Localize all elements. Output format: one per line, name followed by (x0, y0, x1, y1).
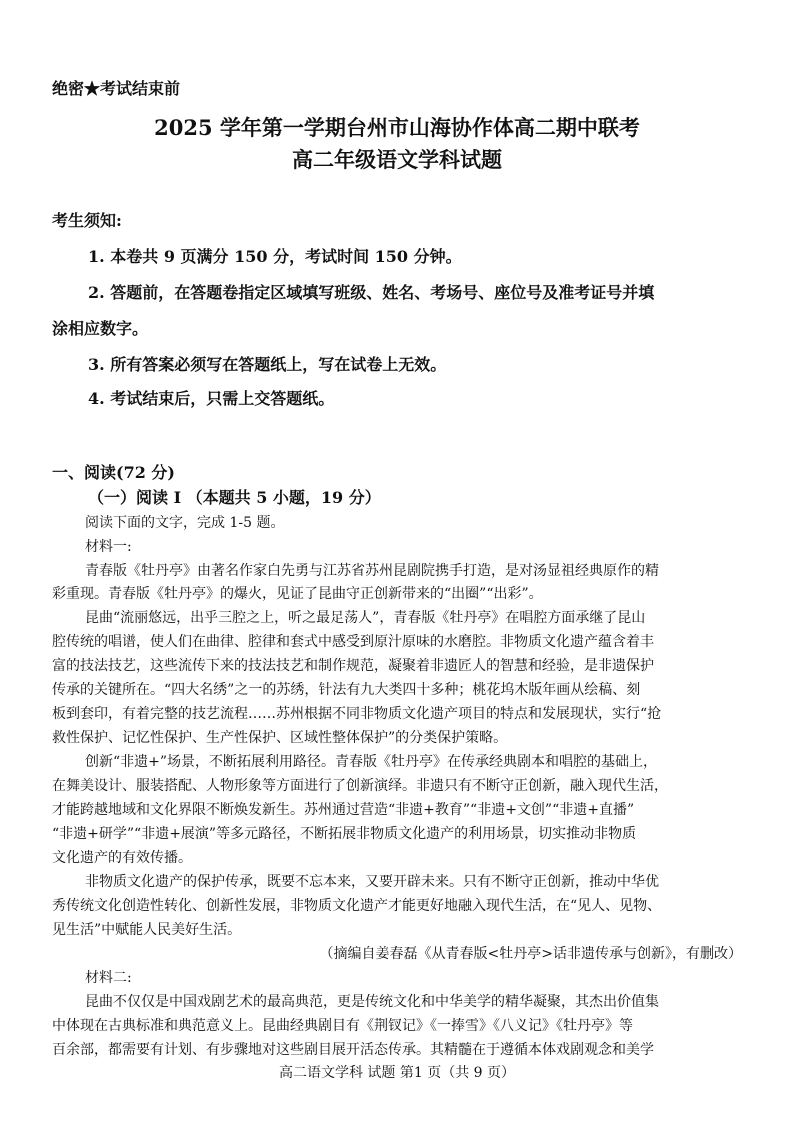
passage-line: 百余部，都需要有计划、有步骤地对这些剧目展开活态传承。其精髓在于遵循本体戏剧观念和美学 (52, 1042, 654, 1058)
passage-line: 昆曲“流丽悠远，出乎三腔之上，听之最足荡人”，青春版《牡丹亭》在唱腔方面承继了昆山 (85, 610, 646, 626)
notice-item-2-line-2: 涂相应数字。 (52, 319, 149, 338)
material-1-label: 材料一: (85, 539, 132, 555)
passage-line: “非遗+研学”“非遗+展演”等多元路径，不断拓展非物质文化遗产的利用场景，切实推动非物质 (52, 826, 637, 842)
passage-line: 腔传统的唱谱，使人们在曲律、腔律和套式中感受到原汁原味的水磨腔。非物质文化遗产蕴含着丰 (52, 634, 654, 650)
passage-source: （摘编自姜春磊《从青春版<牡丹亭>话非遗传承与创新》，有删改） (319, 946, 742, 962)
passage-line: 在舞美设计、服装搭配、人物形象等方面进行了创新演绎。非遗只有不断守正创新，融入现代生活， (52, 778, 668, 794)
confidential-label: 绝密★考试结束前 (52, 79, 181, 98)
passage-line: 文化遗产的有效传播。 (52, 850, 192, 866)
passage-line: 秀传统文化创造性转化、创新性发展，非物质文化遗产才能更好地融入现代生活，在“见人、见物、 (52, 898, 662, 914)
passage-line: 创新“非遗+”场景，不断拓展利用路径。青春版《牡丹亭》在传承经典剧本和唱腔的基础上， (85, 754, 658, 770)
notice-heading: 考生须知: (52, 211, 122, 230)
material-2-label: 材料二: (85, 970, 132, 986)
notice-item-3: 3. 所有答案必须写在答题纸上，写在试卷上无效。 (88, 355, 447, 374)
passage-line: 救性保护、记忆性保护、生产性保护、区域性整体保护”的分类保护策略。 (52, 730, 508, 746)
notice-item-1: 1. 本卷共 9 页满分 150 分，考试时间 150 分钟。 (88, 247, 462, 266)
passage-line: 板到套印，有着完整的技艺流程……苏州根据不同非物质文化遗产项目的特点和发展现状，实行“抢 (52, 706, 662, 722)
exam-subtitle: 高二年级语文学科试题 (292, 147, 502, 172)
passage-line: 青春版《牡丹亭》由著名作家白先勇与江苏省苏州昆剧院携手打造，是对汤显祖经典原作的精 (85, 563, 659, 579)
section-heading: 一、阅读(72 分) (52, 463, 175, 482)
notice-item-4: 4. 考试结束后，只需上交答题纸。 (88, 389, 335, 408)
passage-line: 才能跨越地域和文化界限不断焕发新生。苏州通过营造“非遗+教育”“非遗+文创”“非遗+直播” (52, 802, 635, 818)
reading-instruction: 阅读下面的文字，完成 1-5 题。 (85, 515, 285, 531)
subsection-heading: （一）阅读 I （本题共 5 小题，19 分） (88, 488, 381, 507)
passage-line: 传承的关键所在。“四大名绣”之一的苏绣，针法有九大类四十多种；桃花坞木版年画从绘稿、刻 (52, 682, 641, 698)
passage-line: 富的技法技艺，这些流传下来的技法技艺和制作规范，凝聚着非遗匠人的智慧和经验，是非遗保护 (52, 658, 654, 674)
passage-line: 彩重现。青春版《牡丹亭》的爆火，见证了昆曲守正创新带来的“出圈”“出彩”。 (52, 586, 543, 602)
passage-line: 中体现在古典标准和典范意义上。昆曲经典剧目有《荆钗记》《一捧雪》《八义记》《牡丹亭》等 (52, 1018, 633, 1034)
notice-item-2-line-1: 2. 答题前，在答题卷指定区域填写班级、姓名、考场号、座位号及准考证号并填 (88, 283, 655, 302)
page-footer: 高二语文学科 试题 第1 页（共 9 页） (278, 1065, 516, 1081)
passage-line: 昆曲不仅仅是中国戏剧艺术的最高典范，更是传统文化和中华美学的精华凝聚，其杰出价值集 (85, 994, 659, 1010)
passage-line: 非物质文化遗产的保护传承，既要不忘本来，又要开辟未来。只有不断守正创新，推动中华优 (85, 874, 659, 890)
passage-line: 见生活”中赋能人民美好生活。 (52, 922, 242, 938)
exam-title: 2025 学年第一学期台州市山海协作体高二期中联考 (154, 115, 640, 140)
